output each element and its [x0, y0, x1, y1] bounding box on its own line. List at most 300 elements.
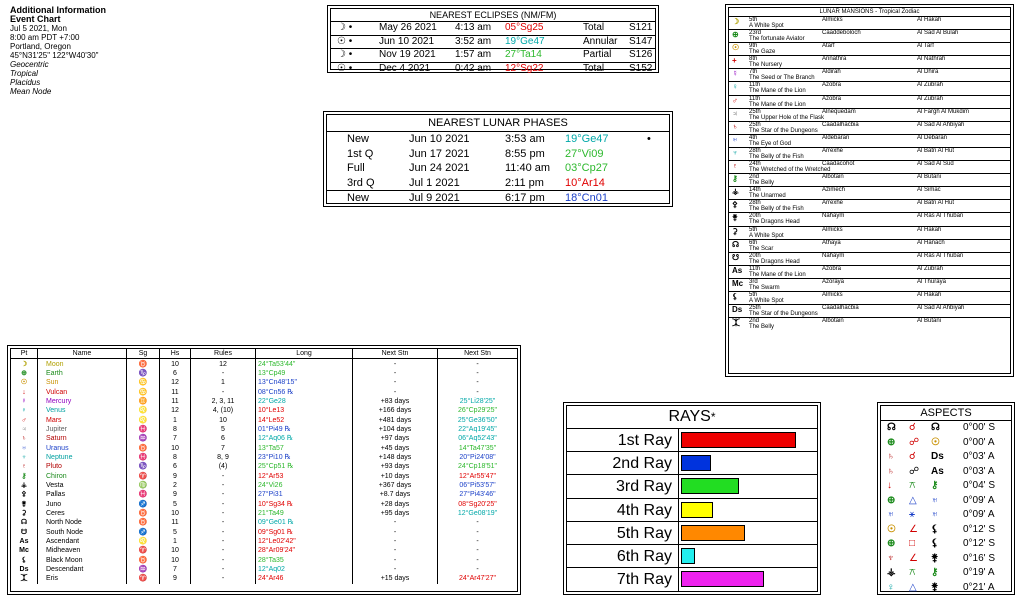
- planet-next-station-days: +93 days: [353, 462, 438, 471]
- planet-row: [11, 378, 517, 387]
- planet-longitude: 09°Ge01 ℞: [256, 518, 353, 527]
- eclipse-date: Nov 19 2021: [379, 49, 436, 60]
- mansion-name: Annathra: [822, 56, 847, 63]
- mansion-description: The Upper Hole of the Flask: [749, 114, 825, 121]
- aspect-planet-2: As: [931, 465, 944, 477]
- mansion-number: 25th: [749, 305, 761, 312]
- planet-name: Jupiter: [38, 425, 127, 434]
- planet-next-station-days: -: [353, 537, 438, 546]
- aspect-orb: 0°09' A: [963, 509, 995, 520]
- mansion-glyph: ♅: [732, 134, 738, 144]
- column-header: Hs: [160, 349, 191, 359]
- eclipse-saros: S147: [629, 35, 653, 47]
- aspect-symbol: ∠: [909, 552, 918, 564]
- mansion-description: The Belly: [749, 324, 775, 331]
- planet-sign: ♐: [127, 528, 160, 537]
- mansion-name: Caaddeboloch: [822, 30, 861, 37]
- planet-row: [11, 481, 517, 490]
- planet-glyph: ⚸: [11, 556, 38, 565]
- aspect-orb: 0°21' A: [963, 581, 995, 593]
- aspect-row: [881, 436, 1011, 451]
- ray-label: 7th Ray: [567, 568, 679, 591]
- mansion-arabic: Al Ras Al Thuban: [917, 252, 964, 259]
- mansion-number: 25th: [749, 108, 761, 115]
- planet-row: [11, 509, 517, 518]
- eclipse-kind: Annular: [583, 35, 618, 47]
- mansion-description: The Nursery: [749, 62, 783, 69]
- planet-glyph: ⯰: [11, 574, 38, 583]
- planet-row: [11, 518, 517, 527]
- info-subtitle: Event Chart: [10, 14, 61, 24]
- ray-label: 1st Ray: [567, 429, 679, 451]
- aspect-planet-1: ⊕: [887, 436, 896, 448]
- ray-bar: [681, 571, 764, 587]
- planet-house: 8: [160, 453, 191, 462]
- planet-row: [11, 500, 517, 509]
- mansion-description: The Star of the Dungeons: [749, 127, 818, 134]
- planet-rules: 8, 9: [191, 453, 256, 462]
- planet-house: 11: [160, 397, 191, 406]
- aspect-planet-2: ⚷: [931, 567, 939, 578]
- eclipse-saros: S126: [629, 49, 653, 60]
- planet-next-station-position: -: [476, 538, 479, 546]
- mansion-glyph: ⚷: [732, 174, 738, 184]
- planet-next-station-position: 26°Cp29'25": [458, 407, 497, 415]
- phase-position: 03°Cp27: [565, 162, 608, 174]
- mansion-name: Azobra: [822, 265, 842, 272]
- eclipse-saros: S121: [629, 22, 653, 33]
- planet-house: 11: [160, 518, 191, 527]
- mansion-name: Albotain: [822, 174, 844, 181]
- mansion-description: A White Spot: [749, 23, 784, 29]
- planet-next-station-days: +166 days: [353, 406, 438, 415]
- planet-longitude: 12°Le02'42": [256, 537, 353, 546]
- planet-row: [11, 490, 517, 499]
- planet-house: 5: [160, 500, 191, 509]
- mansion-glyph: ☉: [732, 43, 740, 53]
- aspect-symbol: ⚻: [909, 480, 916, 491]
- mansion-glyph: ♃: [732, 108, 738, 118]
- planet-glyph: ☽: [11, 359, 38, 369]
- mansion-arabic: Al Batn Al Hut: [917, 147, 955, 154]
- planet-sign: ♓: [127, 425, 160, 434]
- phase-mark: •: [647, 133, 651, 145]
- planet-next-station-position: 25°Li28'25": [459, 397, 496, 405]
- mansion-name: Albotain: [822, 318, 844, 325]
- column-header: Rules: [191, 349, 256, 359]
- aspect-orb: 0°16' S: [963, 552, 996, 564]
- planet-row: [11, 359, 517, 369]
- planet-name: Ascendant: [38, 537, 127, 546]
- ray-label: 6th Ray: [567, 545, 679, 567]
- planet-next-station-days: +95 days: [353, 509, 438, 518]
- planet-sign: ♉: [127, 556, 160, 565]
- planet-row: [11, 471, 517, 480]
- planet-house: 10: [160, 556, 191, 565]
- mansion-number: 9th: [749, 43, 758, 50]
- eclipse-kind: Partial: [583, 49, 612, 60]
- ray-bar: [681, 432, 796, 448]
- mansion-row: [729, 17, 1010, 30]
- planet-name: Descendant: [38, 565, 127, 574]
- planet-row: [11, 397, 517, 406]
- phase-time: 6:17 pm: [505, 192, 545, 204]
- planet-rules: -: [191, 481, 256, 490]
- planet-glyph: As: [11, 537, 38, 546]
- aspects-panel: [880, 405, 1012, 592]
- eclipse-row: [331, 36, 655, 50]
- planet-name: North Node: [38, 518, 127, 527]
- mansion-description: The Wretched of the Wretched: [749, 167, 831, 174]
- planet-rules: -: [191, 556, 256, 565]
- mansion-description: The Mane of the Lion: [749, 271, 806, 278]
- planet-name: Pallas: [38, 490, 127, 499]
- mansion-number: 23rd: [749, 30, 762, 37]
- mansion-description: A White Spot: [749, 232, 784, 239]
- planet-next-station-days: -: [353, 359, 438, 369]
- mansion-name: Arrexhe: [822, 200, 844, 207]
- planet-longitude: 22°Ge28: [256, 397, 353, 406]
- mansion-name: Nahaym: [822, 213, 845, 220]
- mansion-arabic: Al Hakah: [917, 291, 942, 298]
- mansion-glyph: Mc: [732, 278, 744, 288]
- planet-sign: ♈: [127, 574, 160, 583]
- planet-next-station-position: 14°Ta47'35": [458, 444, 497, 452]
- ray-row: [567, 499, 817, 522]
- planet-glyph: ⚷: [11, 471, 38, 480]
- planet-longitude: 10°Le13: [256, 406, 353, 415]
- planet-sign: ♋: [127, 387, 160, 396]
- aspect-row: [881, 523, 1011, 538]
- planet-row: [11, 462, 517, 471]
- column-header: Long: [256, 349, 353, 359]
- planet-name: Vulcan: [38, 387, 127, 396]
- mansion-row: [729, 30, 1010, 43]
- planet-name: Moon: [38, 359, 127, 369]
- mansion-description: The Mane of the Lion: [749, 88, 806, 95]
- mansion-row: [729, 43, 1010, 56]
- mansion-row: [729, 318, 1010, 331]
- phase-date: Jul 9 2021: [409, 192, 460, 204]
- mansion-name: Almicks: [822, 291, 843, 298]
- planet-name: Sun: [38, 378, 127, 387]
- column-header: Pt: [11, 349, 38, 359]
- planet-sign: ♉: [127, 443, 160, 452]
- mansion-row: [729, 135, 1010, 148]
- mansion-glyph: ♇: [732, 161, 738, 171]
- aspect-orb: 0°00' S: [963, 422, 996, 433]
- mansion-row: [729, 148, 1010, 161]
- aspect-orb: 0°12' S: [963, 523, 996, 535]
- mansion-row: [729, 96, 1010, 109]
- planet-next-station-days: +148 days: [353, 453, 438, 462]
- planet-next-station-days: +28 days: [353, 500, 438, 509]
- planet-name: South Node: [38, 528, 127, 537]
- planet-rules: -: [191, 387, 256, 396]
- planet-next-station-position: -: [476, 528, 479, 536]
- planet-rules: 5: [191, 425, 256, 434]
- eclipses-title: NEAREST ECLIPSES (NM/FM): [331, 9, 655, 22]
- mansion-number: 6th: [749, 239, 758, 246]
- planet-house: 6: [160, 369, 191, 378]
- lunar-phase-row: [327, 161, 669, 176]
- eclipse-date: Dec 4 2021: [379, 62, 431, 74]
- planet-row: [11, 443, 517, 452]
- phase-date: Jun 10 2021: [409, 133, 470, 145]
- aspect-orb: 0°09' A: [963, 494, 995, 506]
- lunar-phase-row: [327, 190, 669, 206]
- mansion-number: 4th: [749, 134, 758, 141]
- planet-row: [11, 387, 517, 396]
- ray-label: 5th Ray: [567, 522, 679, 544]
- mansion-number: 3rd: [749, 278, 758, 285]
- aspect-planet-2: ☊: [931, 422, 940, 433]
- eclipse-symbol: ☽ •: [337, 49, 353, 60]
- mansion-description: The Belly: [749, 180, 775, 187]
- mansion-number: 8th: [749, 56, 758, 63]
- column-header: Next Stn: [438, 349, 518, 359]
- planet-next-station-position: 27°Pi43'46": [459, 491, 496, 499]
- aspect-symbol: □: [909, 538, 916, 549]
- phase-time: 3:53 am: [505, 133, 545, 145]
- ray-bar: [681, 502, 713, 518]
- planet-sign: ♌: [127, 406, 160, 415]
- aspect-symbol: ☌: [909, 451, 916, 462]
- info-option: Tropical: [10, 69, 38, 78]
- planet-row: [11, 574, 517, 583]
- planet-house: 12: [160, 378, 191, 387]
- planet-glyph: ♀: [11, 406, 38, 415]
- mansion-glyph: ☊: [732, 239, 740, 249]
- mansion-arabic: Al Tarf: [917, 43, 934, 50]
- planet-next-station-days: -: [353, 528, 438, 537]
- aspect-planet-2: ♅: [931, 494, 939, 506]
- planet-next-station-days: -: [353, 518, 438, 527]
- planet-glyph: ⊕: [11, 369, 38, 378]
- planet-row: [11, 528, 517, 537]
- planet-rules: 10: [191, 415, 256, 424]
- mansion-name: Azoraya: [822, 278, 845, 285]
- mansion-description: The Seed or The Branch: [749, 75, 815, 82]
- planet-glyph: ♆: [11, 453, 38, 462]
- mansion-name: Atarf: [822, 43, 835, 50]
- mansion-arabic: Al Sad Al Ahbiyah: [917, 121, 965, 128]
- mansion-row: [729, 109, 1010, 122]
- planet-glyph: ↓: [11, 387, 38, 396]
- planet-rules: -: [191, 500, 256, 509]
- planet-next-station-position: -: [476, 369, 479, 377]
- planet-rules: 12: [191, 359, 256, 369]
- mansion-name: Alnequedam: [822, 108, 856, 115]
- planet-house: 10: [160, 443, 191, 452]
- mansions-title: LUNAR MANSIONS - Tropical Zodiac: [729, 8, 1010, 17]
- aspect-row: [881, 508, 1011, 523]
- mansion-arabic: Al Hanach: [917, 239, 945, 246]
- planet-next-station-days: -: [353, 378, 438, 387]
- eclipse-symbol: ☽ •: [337, 22, 353, 33]
- mansion-number: 11th: [749, 82, 761, 89]
- planet-sign: ♍: [127, 481, 160, 490]
- planet-next-station-position: 06°Aq52'43": [458, 435, 497, 443]
- planet-longitude: 08°Cn56 ℞: [256, 387, 353, 396]
- planet-row: [11, 453, 517, 462]
- ray-row: [567, 429, 817, 452]
- aspect-planet-1: ☉: [887, 523, 896, 535]
- planet-sign: ♒: [127, 565, 160, 574]
- planet-longitude: 12°Aq02: [256, 565, 353, 574]
- planet-sign: ♈: [127, 471, 160, 480]
- planet-row: [11, 425, 517, 434]
- aspect-planet-2: ♅: [931, 509, 939, 520]
- mansion-description: The Belly of the Fish: [749, 206, 804, 213]
- mansion-number: 2nd: [749, 318, 760, 325]
- planet-longitude: 23°Pi10 ℞: [256, 453, 353, 462]
- mansion-glyph: ♂: [732, 95, 738, 105]
- eclipse-saros: S152: [629, 62, 653, 74]
- mansion-arabic: Al Sad Al Bulah: [917, 30, 959, 37]
- planet-next-station-position: 06°Pi53'57": [459, 481, 496, 489]
- mansion-name: Caadalhacbia: [822, 305, 859, 312]
- eclipse-row: [331, 63, 655, 76]
- planet-rules: 2, 3, 11: [191, 397, 256, 406]
- planet-longitude: 13°Cp49: [256, 369, 353, 378]
- planet-house: 8: [160, 425, 191, 434]
- aspect-planet-1: ♄: [887, 465, 895, 477]
- planet-next-station-position: 08°Sg20'25": [458, 500, 497, 508]
- mansion-arabic: Al Sad Al Ahbiyah: [917, 305, 965, 312]
- mansion-number: 7th: [749, 69, 758, 76]
- mansion-glyph: ⚵: [732, 213, 738, 223]
- info-date: Jul 5 2021, Mon: [10, 24, 67, 33]
- mansion-glyph: ⚳: [732, 226, 738, 236]
- info-coords: 45°N31'25" 122°W40'30": [10, 51, 99, 60]
- planet-glyph: ☊: [11, 518, 38, 527]
- mansion-description: The Eye of God: [749, 140, 792, 147]
- planet-rules: -: [191, 369, 256, 378]
- planet-house: 1: [160, 415, 191, 424]
- planet-next-station-position: 12°Ge08'19": [457, 510, 498, 518]
- eclipse-date: Jun 10 2021: [379, 35, 435, 47]
- planet-glyph: Mc: [11, 546, 38, 555]
- mansion-arabic: Al Zubrah: [917, 95, 944, 102]
- eclipse-symbol: ☉ •: [337, 35, 353, 47]
- planet-house: 5: [160, 528, 191, 537]
- column-header: Next Stn: [353, 349, 438, 359]
- planet-rules: -: [191, 565, 256, 574]
- mansion-description: A White Spot: [749, 297, 784, 304]
- eclipse-row: [331, 49, 655, 63]
- planet-row: [11, 565, 517, 574]
- planet-next-station-position: -: [476, 556, 479, 564]
- planet-glyph: ⚶: [11, 481, 38, 490]
- aspect-planet-2: ⚸: [931, 523, 939, 535]
- planet-sign: ♑: [127, 462, 160, 471]
- planet-rules: (4): [191, 462, 256, 471]
- mansion-arabic: Al Simac: [917, 187, 941, 194]
- planet-sign: ♑: [127, 369, 160, 378]
- aspect-orb: 0°00' A: [963, 436, 995, 448]
- info-time: 8:00 am PDT +7:00: [10, 33, 80, 42]
- aspect-row: [881, 479, 1011, 494]
- planet-name: Venus: [38, 406, 127, 415]
- planet-house: 2: [160, 481, 191, 490]
- mansion-name: Caadacohot: [822, 161, 855, 168]
- info-title: Additional Information: [10, 5, 106, 15]
- mansion-name: Caadalhacbia: [822, 121, 859, 128]
- aspect-row: [881, 450, 1011, 465]
- planet-row: [11, 406, 517, 415]
- planet-house: 11: [160, 387, 191, 396]
- eclipse-time: 1:57 am: [455, 49, 492, 60]
- aspect-planet-1: ♅: [887, 509, 895, 520]
- mansion-row: [729, 161, 1010, 174]
- mansion-number: 11th: [749, 95, 761, 102]
- mansion-name: Aldebaran: [822, 134, 850, 141]
- planet-row: [11, 415, 517, 424]
- planet-sign: ♉: [127, 518, 160, 527]
- planet-house: 9: [160, 574, 191, 583]
- aspect-planet-2: ⚸: [931, 538, 939, 549]
- aspect-orb: 0°03' A: [963, 451, 995, 462]
- aspect-row: [881, 552, 1011, 567]
- planet-glyph: ☉: [11, 378, 38, 387]
- mansion-name: Almicks: [822, 226, 843, 233]
- planet-name: Mercury: [38, 397, 127, 406]
- planet-rules: -: [191, 546, 256, 555]
- phase-date: Jul 1 2021: [409, 176, 460, 189]
- planet-longitude: 14°Le52: [256, 415, 353, 424]
- mansion-row: [729, 266, 1010, 279]
- rays-star: *: [710, 410, 716, 424]
- planet-longitude: 28°Ta35: [256, 556, 353, 565]
- phase-name: 1st Q: [347, 147, 374, 160]
- planet-name: Mars: [38, 415, 127, 424]
- planet-name: Midheaven: [38, 546, 127, 555]
- eclipse-kind: Total: [583, 22, 605, 33]
- info-option: Mean Node: [10, 87, 52, 96]
- aspect-planet-1: ⊕: [887, 538, 896, 549]
- planet-name: Juno: [38, 500, 127, 509]
- planet-rules: -: [191, 518, 256, 527]
- aspect-planet-1: ↓: [887, 480, 892, 491]
- mansion-row: [729, 174, 1010, 187]
- planet-sign: ♒: [127, 434, 160, 443]
- mansion-description: The Gaze: [749, 49, 776, 56]
- mansion-row: [729, 200, 1010, 213]
- mansion-arabic: Al Zubrah: [917, 82, 944, 89]
- aspect-planet-2: ☉: [931, 436, 940, 448]
- planet-next-station-days: +97 days: [353, 434, 438, 443]
- planet-longitude: 13°Ta57: [256, 443, 353, 452]
- planet-sign: ♉: [127, 359, 160, 369]
- planet-sign: ♌: [127, 537, 160, 546]
- mansion-arabic: Al Nathrah: [917, 56, 946, 63]
- planet-house: 7: [160, 565, 191, 574]
- aspect-symbol: △: [909, 494, 917, 506]
- mansion-arabic: Al Butani: [917, 174, 942, 181]
- phase-date: Jun 17 2021: [409, 147, 470, 160]
- planet-next-station-days: +8.7 days: [353, 490, 438, 499]
- aspect-planet-1: ♆: [887, 552, 895, 564]
- mansion-number: 5th: [749, 226, 758, 233]
- eclipse-time: 3:52 am: [455, 35, 492, 47]
- planet-glyph: ☋: [11, 528, 38, 537]
- mansion-name: Aldirah: [822, 69, 841, 76]
- phase-name: Full: [347, 162, 365, 174]
- aspect-planet-2: Ds: [931, 451, 944, 462]
- planet-glyph: ♂: [11, 415, 38, 424]
- lunar-mansions-panel: [728, 7, 1011, 374]
